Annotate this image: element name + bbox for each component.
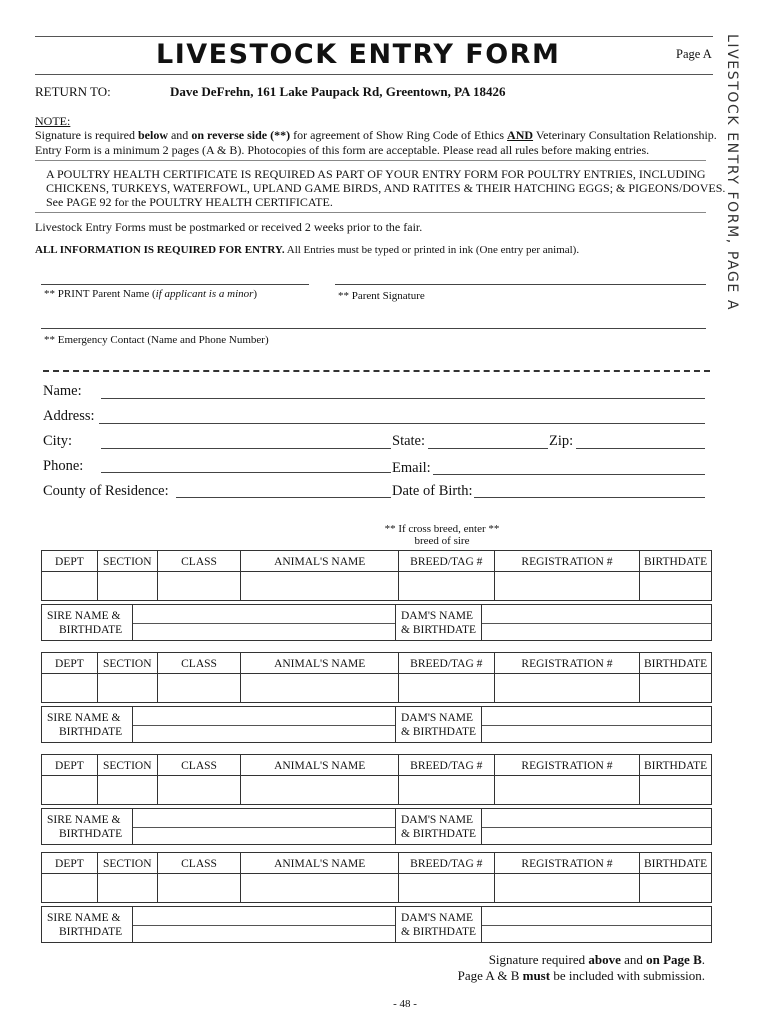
entry-input-cell[interactable]: [495, 572, 641, 600]
column-header: ANIMAL'S NAME: [241, 853, 399, 874]
poultry-line-2: CHICKENS, TURKEYS, WATERFOWL, UPLAND GAME BIRDS, AND RATITES & THEIR HATCHING EGGS; & PIGEONS/DOVES.: [46, 181, 726, 195]
parentage-row: [41, 706, 712, 743]
column-header: REGISTRATION #: [495, 551, 641, 572]
column-header: DEPT: [42, 551, 98, 572]
entry-input-cell[interactable]: [241, 874, 399, 902]
entry-input-cell[interactable]: [640, 674, 711, 702]
entry-input-cell[interactable]: [495, 674, 641, 702]
zip-field[interactable]: [576, 448, 705, 449]
entry-input-cell[interactable]: [42, 776, 98, 804]
sire-field[interactable]: [133, 809, 396, 844]
column-header: BREED/TAG #: [399, 755, 495, 776]
page-label: Page A: [676, 47, 712, 61]
emergency-contact-label: ** Emergency Contact (Name and Phone Number): [44, 334, 269, 346]
column-header: CLASS: [158, 755, 242, 776]
column-header: BIRTHDATE: [644, 759, 708, 772]
return-to-address: Dave DeFrehn, 161 Lake Paupack Rd, Greentown, PA 18426: [170, 84, 506, 99]
sire-label: SIRE NAME & BIRTHDATE: [42, 707, 133, 742]
name-field[interactable]: [101, 398, 705, 399]
name-label: Name:: [43, 383, 82, 399]
return-to-label: RETURN TO:: [35, 84, 111, 99]
county-label: County of Residence:: [43, 483, 169, 499]
entry-input-cell[interactable]: [98, 674, 158, 702]
column-header: BIRTHDATE: [644, 857, 708, 870]
required-text: ALL INFORMATION IS REQUIRED FOR ENTRY. All Entries must be typed or printed in ink (One entry per animal).: [35, 244, 580, 256]
poultry-line-1: A POULTRY HEALTH CERTIFICATE IS REQUIRED AS PART OF YOUR ENTRY FORM FOR POULTRY ENTRIES, INCLUDING: [46, 167, 706, 181]
column-header: BIRTHDATE: [644, 657, 708, 670]
zip-label: Zip:: [549, 433, 574, 449]
entry-input-cell[interactable]: [98, 776, 158, 804]
animal-entry-block: [41, 550, 712, 641]
column-header: ANIMAL'S NAME: [241, 551, 399, 572]
entry-header-row: [41, 652, 712, 674]
parent-name-line[interactable]: [41, 284, 309, 285]
entry-input-cell[interactable]: [158, 874, 242, 902]
column-header: ANIMAL'S NAME: [241, 755, 399, 776]
animal-entry-block: [41, 754, 712, 845]
city-field[interactable]: [101, 448, 391, 449]
phone-field[interactable]: [101, 472, 391, 473]
entry-input-cell[interactable]: [158, 572, 242, 600]
email-label: Email:: [392, 460, 431, 476]
entry-input-cell[interactable]: [640, 776, 711, 804]
dob-field[interactable]: [474, 497, 705, 498]
note-heading: NOTE:: [35, 114, 71, 128]
column-header: ANIMAL'S NAME: [241, 653, 399, 674]
state-label: State:: [392, 433, 426, 449]
column-header: DEPT: [42, 755, 98, 776]
column-header: CLASS: [158, 653, 242, 674]
column-header: SECTION: [98, 853, 158, 874]
animal-entry-block: [41, 652, 712, 743]
poultry-line-3: See PAGE 92 for the POULTRY HEALTH CERTIFICATE.: [46, 195, 333, 209]
footer-signature-note: Signature required above and on Page B.: [488, 952, 705, 967]
county-field[interactable]: [176, 497, 391, 498]
sire-label: SIRE NAME & BIRTHDATE: [42, 809, 133, 844]
entry-input-cell[interactable]: [158, 674, 242, 702]
entry-header-row: [41, 550, 712, 572]
column-header: BREED/TAG #: [399, 853, 495, 874]
entry-input-row: [41, 873, 712, 903]
column-header: DEPT: [42, 653, 98, 674]
animal-entry-block: [41, 852, 712, 943]
column-header: DEPT: [42, 853, 98, 874]
form-title: LIVESTOCK ENTRY FORM: [156, 39, 561, 70]
entry-input-cell[interactable]: [399, 674, 495, 702]
entry-input-cell[interactable]: [399, 776, 495, 804]
column-header: REGISTRATION #: [495, 853, 641, 874]
entry-input-row: [41, 775, 712, 805]
state-field[interactable]: [428, 448, 548, 449]
note-line-1: Signature is required below and on reverse side (**) for agreement of Show Ring Code of Ethics AND Veterinary Consultation Relationship.: [35, 128, 717, 142]
column-header: SECTION: [98, 653, 158, 674]
dam-field[interactable]: [482, 907, 711, 942]
entry-input-cell[interactable]: [241, 674, 399, 702]
emergency-contact-line[interactable]: [41, 328, 706, 329]
deadline-text: Livestock Entry Forms must be postmarked or received 2 weeks prior to the fair.: [35, 220, 423, 234]
entry-input-cell[interactable]: [399, 572, 495, 600]
entry-input-cell[interactable]: [158, 776, 242, 804]
entry-input-cell[interactable]: [640, 874, 711, 902]
note-line-2: Entry Form is a minimum 2 pages (A & B). Photocopies of this form are acceptable. Please read all rules before making entries.: [35, 143, 650, 157]
entry-input-cell[interactable]: [495, 874, 641, 902]
dam-label: DAM'S NAME & BIRTHDATE: [396, 907, 482, 942]
parentage-row: [41, 808, 712, 845]
title-rule: [35, 74, 713, 75]
entry-input-cell[interactable]: [640, 572, 711, 600]
parent-signature-label: ** Parent Signature: [338, 290, 425, 302]
parentage-row: [41, 604, 712, 641]
address-label: Address:: [43, 408, 95, 424]
entry-input-cell[interactable]: [241, 572, 399, 600]
phone-label: Phone:: [43, 458, 84, 474]
sire-field[interactable]: [133, 707, 396, 742]
entry-header-row: [41, 852, 712, 874]
dob-label: Date of Birth:: [392, 483, 473, 499]
column-header: REGISTRATION #: [495, 653, 641, 674]
dam-field[interactable]: [482, 605, 711, 640]
dam-field[interactable]: [482, 707, 711, 742]
column-header: SECTION: [98, 755, 158, 776]
dam-label: DAM'S NAME & BIRTHDATE: [396, 707, 482, 742]
cross-breed-note: ** If cross breed, enter ** breed of sire: [384, 523, 500, 547]
column-header: BREED/TAG #: [399, 551, 495, 572]
entry-input-cell[interactable]: [495, 776, 641, 804]
entry-input-row: [41, 673, 712, 703]
parentage-row: [41, 906, 712, 943]
dam-label: DAM'S NAME & BIRTHDATE: [396, 809, 482, 844]
parent-name-label: ** PRINT Parent Name (if applicant is a minor): [44, 288, 258, 300]
city-label: City:: [43, 433, 73, 449]
sire-field[interactable]: [133, 907, 396, 942]
entry-input-cell[interactable]: [98, 572, 158, 600]
page-number: - 48 -: [393, 998, 417, 1010]
entry-input-cell[interactable]: [399, 874, 495, 902]
entry-input-cell[interactable]: [42, 572, 98, 600]
sire-label: SIRE NAME & BIRTHDATE: [42, 605, 133, 640]
entry-input-cell[interactable]: [42, 874, 98, 902]
poultry-rule: [35, 212, 706, 213]
entry-input-cell[interactable]: [98, 874, 158, 902]
email-field[interactable]: [433, 474, 705, 475]
note-rule: [35, 160, 706, 161]
entry-input-cell[interactable]: [42, 674, 98, 702]
column-header: REGISTRATION #: [495, 755, 641, 776]
dam-label: DAM'S NAME & BIRTHDATE: [396, 605, 482, 640]
column-header: CLASS: [158, 853, 242, 874]
parent-signature-line[interactable]: [335, 284, 706, 285]
footer-pages-note: Page A & B must be included with submission.: [457, 968, 705, 983]
entry-input-cell[interactable]: [241, 776, 399, 804]
column-header: BIRTHDATE: [644, 555, 708, 568]
address-field[interactable]: [99, 423, 705, 424]
entry-header-row: [41, 754, 712, 776]
sire-field[interactable]: [133, 605, 396, 640]
entry-input-row: [41, 571, 712, 601]
top-rule: [35, 36, 713, 37]
side-margin-text: LIVESTOCK ENTRY FORM, PAGE A: [724, 34, 740, 312]
dam-field[interactable]: [482, 809, 711, 844]
column-header: SECTION: [98, 551, 158, 572]
column-header: CLASS: [158, 551, 242, 572]
dashed-separator: [43, 370, 710, 372]
column-header: BREED/TAG #: [399, 653, 495, 674]
sire-label: SIRE NAME & BIRTHDATE: [42, 907, 133, 942]
